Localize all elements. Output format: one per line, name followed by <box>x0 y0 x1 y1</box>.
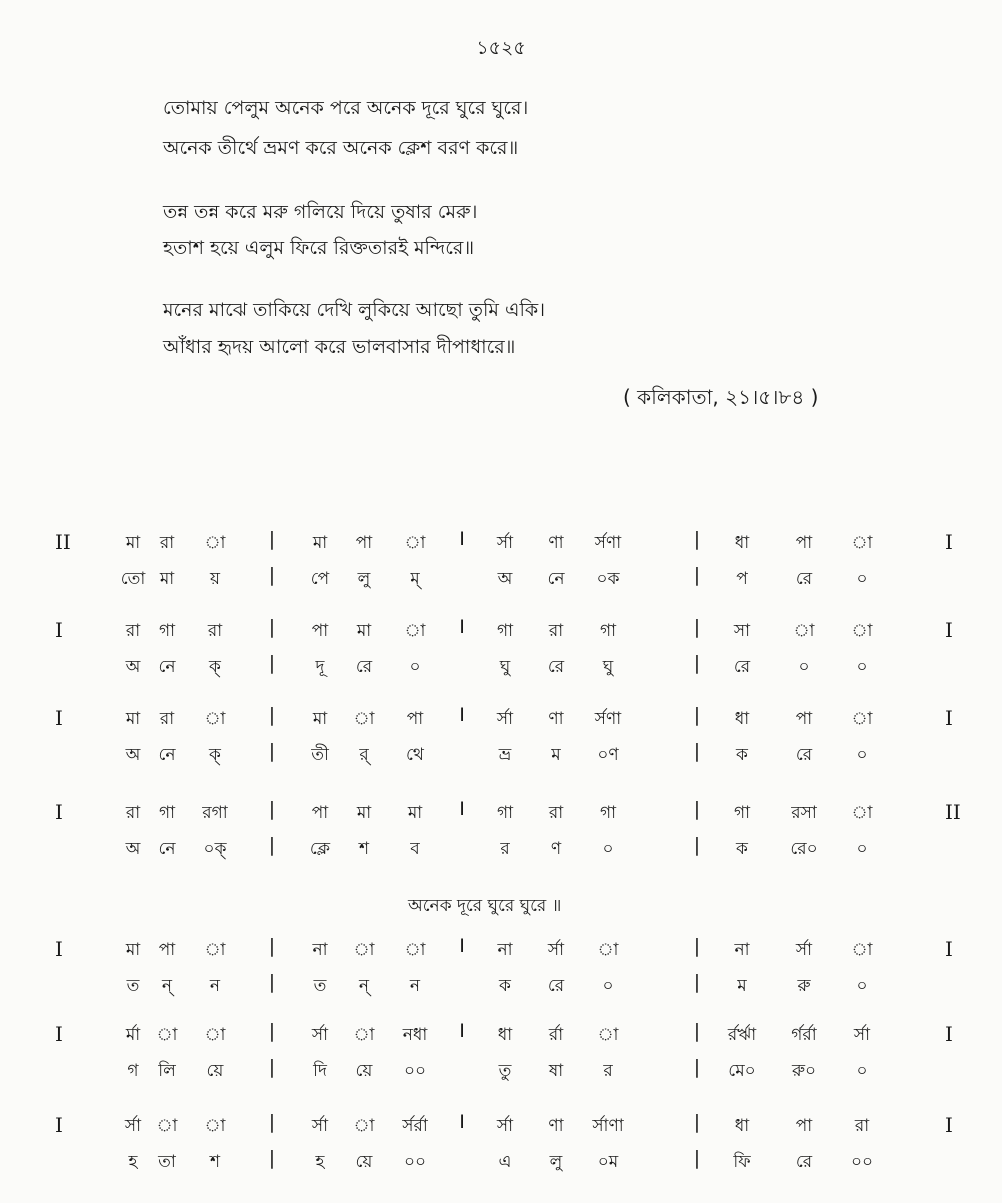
swara-note: মা <box>125 709 141 729</box>
swara-note: র্সাণা <box>592 1116 624 1136</box>
beat-separator: | <box>268 1147 276 1169</box>
swara-note: া <box>353 940 375 960</box>
section-separator: I <box>459 1111 465 1133</box>
bar-mark-end: II <box>945 800 961 824</box>
swara-note: মা <box>125 940 141 960</box>
beat-separator: | <box>268 1111 276 1133</box>
lyric-line: তোমায় পেলুম অনেক পরে অনেক দূরে ঘুরে ঘুরে। <box>163 97 529 119</box>
swara-note: রা <box>854 1116 870 1136</box>
beat-separator: | <box>268 652 276 674</box>
swara-note: মা <box>356 803 372 823</box>
swara-note: া <box>353 1116 375 1136</box>
swara-note: রা <box>548 803 564 823</box>
swara-note: গা <box>733 803 751 823</box>
swara-note: া <box>204 1025 226 1045</box>
swara-note: ধা <box>734 709 750 729</box>
lyric-syllable: ণ <box>550 839 562 859</box>
lyric-syllable: ০ <box>856 976 868 996</box>
swara-note: সা <box>733 621 751 641</box>
lyric-syllable: ০ <box>856 745 868 765</box>
lyric-syllable: ন্ <box>161 976 173 996</box>
bar-mark-start: I <box>55 706 63 730</box>
swara-note: র্সা <box>547 940 565 960</box>
lyric-syllable: রু <box>797 976 811 996</box>
swara-note: া <box>597 940 619 960</box>
lyric-syllable: প <box>736 569 748 589</box>
lyric-syllable: য়ে <box>355 1152 373 1172</box>
lyric-syllable: তু <box>498 1061 512 1081</box>
swara-note: রা <box>207 621 223 641</box>
lyric-syllable: শ <box>209 1152 221 1172</box>
beat-separator: | <box>693 528 701 550</box>
lyric-syllable: ০ <box>602 976 614 996</box>
lyric-syllable: নে <box>547 569 565 589</box>
bar-mark-end: I <box>945 530 953 554</box>
lyric-syllable: ০ <box>409 657 421 677</box>
section-separator: I <box>459 798 465 820</box>
lyric-syllable: ঘু <box>499 657 511 677</box>
lyric-syllable: মে০ <box>728 1061 756 1081</box>
swara-note: া <box>156 1025 178 1045</box>
lyric-syllable: ম্ <box>410 569 420 589</box>
lyric-syllable: ক <box>736 839 748 859</box>
beat-separator: | <box>693 1056 701 1078</box>
swara-note: া <box>851 533 873 553</box>
swara-note: া <box>353 709 375 729</box>
lyric-line: মনের মাঝে তাকিয়ে দেখি লুকিয়ে আছো তুমি একি। <box>163 299 546 321</box>
lyric-syllable: রে <box>733 657 751 677</box>
beat-separator: | <box>693 1147 701 1169</box>
lyric-syllable: র <box>500 839 510 859</box>
lyric-syllable: র <box>603 1061 613 1081</box>
lyric-syllable: ক্ <box>209 657 221 677</box>
swara-note: া <box>851 940 873 960</box>
beat-separator: | <box>268 935 276 957</box>
lyric-syllable: ম <box>737 976 747 996</box>
swara-note: া <box>204 1116 226 1136</box>
swara-note: রগা <box>202 803 228 823</box>
lyric-syllable: ০ <box>856 1061 868 1081</box>
swara-note: গা <box>158 621 176 641</box>
lyric-syllable: র্ <box>359 745 369 765</box>
beat-separator: | <box>693 652 701 674</box>
lyric-syllable: ক <box>499 976 511 996</box>
swara-note: পা <box>311 621 329 641</box>
swara-note: মা <box>407 803 423 823</box>
swara-note: র্সা <box>853 1025 871 1045</box>
swara-note: া <box>353 1025 375 1045</box>
swara-note: পা <box>311 803 329 823</box>
swara-note: রসা <box>791 803 817 823</box>
beat-separator: | <box>268 971 276 993</box>
swara-note: র্সা <box>496 533 514 553</box>
swara-note: না <box>734 940 750 960</box>
beat-separator: | <box>268 528 276 550</box>
swara-note: র্সণা <box>594 533 622 553</box>
swara-note: রা <box>125 621 141 641</box>
swara-note: া <box>404 940 426 960</box>
swara-note: র্রা <box>548 1025 564 1045</box>
swara-note: মা <box>125 533 141 553</box>
lyric-syllable: রে <box>547 976 565 996</box>
swara-note: গা <box>496 803 514 823</box>
lyric-line: তন্ন তন্ন করে মরু গলিয়ে দিয়ে তুষার মেরু। <box>163 201 478 223</box>
lyric-syllable: রু০ <box>791 1061 817 1081</box>
lyric-syllable: লি <box>158 1061 176 1081</box>
lyric-syllable: ০ক্ <box>203 839 227 859</box>
lyric-syllable: ক <box>736 745 748 765</box>
lyric-syllable: ০ <box>856 657 868 677</box>
swara-note: া <box>156 1116 178 1136</box>
beat-separator: | <box>268 798 276 820</box>
swara-note: র্সা <box>496 709 514 729</box>
swara-note: রা <box>159 533 175 553</box>
lyric-syllable: ০ <box>856 569 868 589</box>
swara-note: গা <box>599 621 617 641</box>
swara-note: র্রর্ঋা <box>727 1025 757 1045</box>
beat-separator: | <box>693 834 701 856</box>
lyric-syllable: ত <box>313 976 327 996</box>
swara-note: া <box>851 803 873 823</box>
bar-mark-start: I <box>55 1113 63 1137</box>
swara-note: ণা <box>548 533 564 553</box>
beat-separator: | <box>268 1020 276 1042</box>
lyric-syllable: ন <box>409 976 421 996</box>
bar-mark-end: I <box>945 618 953 642</box>
swara-note: নধা <box>402 1025 428 1045</box>
lyric-syllable: অ <box>125 657 141 677</box>
lyric-syllable: ভ্র <box>498 745 512 765</box>
lyric-syllable: হ <box>315 1152 325 1172</box>
swara-note: া <box>204 709 226 729</box>
bar-mark-start: I <box>55 800 63 824</box>
swara-note: া <box>851 621 873 641</box>
swara-note: র্সা <box>311 1116 329 1136</box>
swara-note: ধা <box>734 533 750 553</box>
swara-note: মা <box>312 709 328 729</box>
swara-note: া <box>204 940 226 960</box>
lyric-syllable: তী <box>311 745 329 765</box>
bar-mark-start: I <box>55 1022 63 1046</box>
swara-note: া <box>404 621 426 641</box>
bar-mark-end: I <box>945 706 953 730</box>
beat-separator: | <box>693 935 701 957</box>
lyric-syllable: ন <box>209 976 221 996</box>
lyric-syllable: দি <box>313 1061 327 1081</box>
section-separator: I <box>459 704 465 726</box>
lyric-syllable: দূ <box>315 657 325 677</box>
lyric-syllable: গ <box>127 1061 139 1081</box>
lyric-syllable: ব <box>410 839 420 859</box>
beat-separator: | <box>268 834 276 856</box>
swara-note: া <box>851 709 873 729</box>
beat-separator: | <box>693 1020 701 1042</box>
swara-note: রা <box>548 621 564 641</box>
notation-mid-line: অনেক দূরে ঘুরে ঘুরে ॥ <box>408 896 562 916</box>
page-number: ১৫২৫ <box>476 37 526 59</box>
lyric-syllable: ক্লে <box>309 839 331 859</box>
bar-mark-end: I <box>945 1022 953 1046</box>
lyric-syllable: ০ণ <box>597 745 619 765</box>
lyric-syllable: অ <box>125 839 141 859</box>
swara-note: পা <box>355 533 373 553</box>
swara-note: পা <box>795 709 813 729</box>
section-separator: I <box>459 616 465 638</box>
swara-note: র্সা <box>311 1025 329 1045</box>
lyric-syllable: ০ <box>856 839 868 859</box>
swara-note: র্সা <box>124 1116 142 1136</box>
bar-mark-start: I <box>55 937 63 961</box>
bar-mark-start: II <box>55 530 71 554</box>
section-separator: I <box>459 1020 465 1042</box>
swara-note: পা <box>158 940 176 960</box>
beat-separator: | <box>693 798 701 820</box>
lyric-syllable: ম <box>551 745 561 765</box>
lyric-syllable: নে <box>158 839 176 859</box>
swara-note: রা <box>159 709 175 729</box>
lyric-syllable: তো <box>120 569 146 589</box>
lyric-syllable: রে <box>795 569 813 589</box>
swara-note: না <box>312 940 328 960</box>
beat-separator: | <box>268 704 276 726</box>
lyric-syllable: শ <box>358 839 370 859</box>
lyric-syllable: লু <box>357 569 371 589</box>
lyric-syllable: মা <box>159 569 175 589</box>
lyric-syllable: ০০ <box>850 1152 874 1172</box>
beat-separator: | <box>693 704 701 726</box>
lyric-syllable: ত <box>126 976 140 996</box>
lyric-syllable: তা <box>158 1152 176 1172</box>
lyric-syllable: ষা <box>548 1061 564 1081</box>
bar-mark-end: I <box>945 937 953 961</box>
swara-note: পা <box>795 1116 813 1136</box>
swara-note: মা <box>312 533 328 553</box>
swara-note: গা <box>158 803 176 823</box>
beat-separator: | <box>693 616 701 638</box>
beat-separator: | <box>693 564 701 586</box>
lyric-syllable: লু <box>549 1152 563 1172</box>
lyric-syllable: ক্ <box>209 745 221 765</box>
swara-note: মা <box>356 621 372 641</box>
lyric-syllable: ঘু <box>602 657 614 677</box>
swara-note: গা <box>496 621 514 641</box>
swara-note: া <box>597 1025 619 1045</box>
swara-note: া <box>204 533 226 553</box>
lyric-syllable: য়ে <box>206 1061 224 1081</box>
lyric-syllable: ০ <box>798 657 810 677</box>
swara-note: া <box>793 621 815 641</box>
lyric-line: অনেক তীর্থে ভ্রমণ করে অনেক ক্লেশ বরণ করে॥ <box>163 137 519 159</box>
swara-note: া <box>404 533 426 553</box>
lyric-syllable: এ <box>498 1152 512 1172</box>
swara-note: ণা <box>548 1116 564 1136</box>
swara-note: র্গর্রা <box>791 1025 817 1045</box>
swara-note: রা <box>125 803 141 823</box>
lyric-syllable: ০০ <box>403 1152 427 1172</box>
lyric-syllable: ন্ <box>358 976 370 996</box>
lyric-syllable: নে <box>158 657 176 677</box>
beat-separator: | <box>693 971 701 993</box>
lyric-syllable: রে <box>355 657 373 677</box>
lyric-syllable: ০ম <box>597 1152 619 1172</box>
lyric-syllable: হ <box>128 1152 138 1172</box>
swara-note: র্সা <box>496 1116 514 1136</box>
lyric-line: আঁধার হৃদয় আলো করে ভালবাসার দীপাধারে॥ <box>163 336 516 358</box>
lyric-syllable: য় <box>209 569 221 589</box>
swara-note: র্মা <box>125 1025 141 1045</box>
lyric-syllable: ফি <box>733 1152 751 1172</box>
swara-note: র্সর্রা <box>402 1116 428 1136</box>
lyric-syllable: অ <box>497 569 513 589</box>
lyric-syllable: ০ক <box>596 569 620 589</box>
beat-separator: | <box>268 1056 276 1078</box>
place-date: ( কলিকাতা, ২১।৫।৮৪ ) <box>623 385 819 409</box>
lyric-syllable: ০ <box>602 839 614 859</box>
lyric-syllable: য়ে <box>355 1061 373 1081</box>
lyric-syllable: থে <box>406 745 424 765</box>
swara-note: পা <box>406 709 424 729</box>
swara-note: র্সণা <box>594 709 622 729</box>
swara-note: পা <box>795 533 813 553</box>
beat-separator: | <box>693 740 701 762</box>
swara-note: ণা <box>548 709 564 729</box>
swara-note: ধা <box>734 1116 750 1136</box>
beat-separator: | <box>268 564 276 586</box>
swara-note: র্সা <box>795 940 813 960</box>
section-separator: I <box>459 528 465 550</box>
lyric-syllable: ০০ <box>403 1061 427 1081</box>
lyric-line: হতাশ হয়ে এলুম ফিরে রিক্ততারই মন্দিরে॥ <box>163 237 475 259</box>
beat-separator: | <box>693 1111 701 1133</box>
beat-separator: | <box>268 616 276 638</box>
bar-mark-end: I <box>945 1113 953 1137</box>
lyric-syllable: রে <box>795 1152 813 1172</box>
swara-note: গা <box>599 803 617 823</box>
lyric-syllable: অ <box>125 745 141 765</box>
lyric-syllable: নে <box>158 745 176 765</box>
lyric-syllable: রে <box>795 745 813 765</box>
lyric-syllable: রে০ <box>790 839 818 859</box>
bar-mark-start: I <box>55 618 63 642</box>
swara-note: না <box>497 940 513 960</box>
section-separator: I <box>459 935 465 957</box>
lyric-syllable: পে <box>310 569 330 589</box>
beat-separator: | <box>268 740 276 762</box>
lyric-syllable: রে <box>547 657 565 677</box>
swara-note: ধা <box>497 1025 513 1045</box>
